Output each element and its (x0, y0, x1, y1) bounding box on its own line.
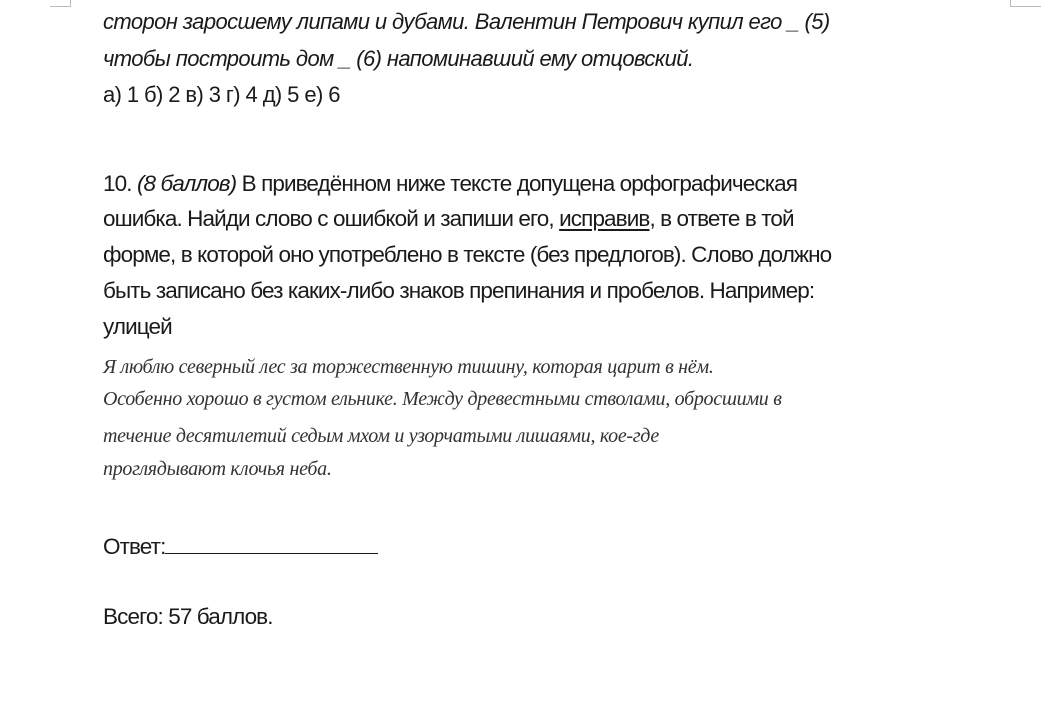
prev-task-options: а) 1 б) 2 в) 3 г) 4 д) 5 е) 6 (103, 82, 340, 107)
task-10-points: (8 баллов) (136, 171, 237, 196)
task-10-line-4: быть записано без каких-либо знаков препинания и пробелов. Например: (103, 278, 815, 303)
task-10-line-1 (103, 169, 797, 199)
passage-line-2: Особенно хорошо в густом ельнике. Между древестными стволами, обросшими в (103, 388, 782, 410)
answer-blank-line (165, 533, 378, 554)
answer-row (103, 532, 378, 562)
page-corner-mark-right (1010, 0, 1041, 7)
task-10-line-2 (103, 204, 794, 234)
passage-line-1: Я люблю северный лес за торжественную тишину, которая царит в нём. (103, 356, 714, 378)
total-score: Всего: 57 баллов. (103, 604, 273, 629)
task-10-line-5: улицей (103, 314, 172, 339)
task-10-line-2-after: , в ответе в той (649, 206, 794, 231)
page-corner-mark-left (50, 0, 71, 7)
prev-task-line-1: сторон заросшему липами и дубами. Валентин Петрович купил его _ (5) (103, 9, 830, 34)
passage-line-4: проглядывают клочья неба. (103, 458, 332, 480)
task-10-number: 10. (103, 171, 132, 196)
answer-label: Ответ: (103, 534, 166, 559)
task-10-line-2-before: ошибка. Найди слово с ошибкой и запиши его, (103, 206, 554, 231)
prev-task-line-2: чтобы построить дом _ (6) напоминавший ему отцовский. (103, 46, 694, 71)
task-10-line-3: форме, в которой оно употреблено в тексте (без предлогов). Слово должно (103, 242, 832, 267)
task-10-underlined-word: исправив (559, 206, 650, 231)
task-10-line-1-text: В приведённом ниже тексте допущена орфографическая (241, 171, 798, 196)
passage-line-3: течение десятилетий седым мхом и узорчатыми лишаями, кое-где (103, 425, 659, 447)
